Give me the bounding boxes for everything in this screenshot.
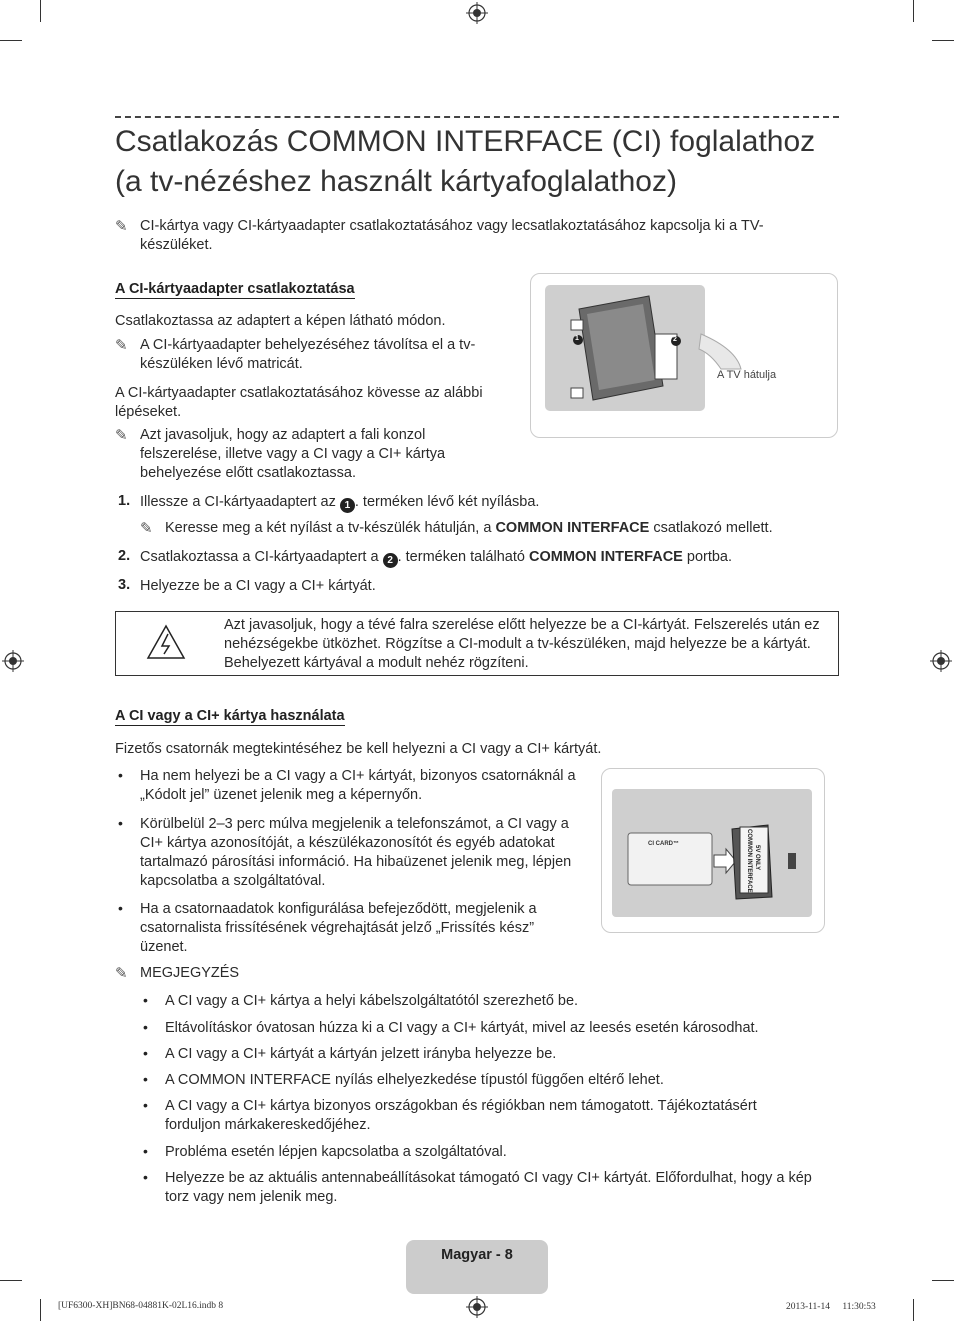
title-line-1: Csatlakozás COMMON INTERFACE (CI) foglalathoz bbox=[115, 125, 816, 158]
step-1-text: Illessze a CI-kártyaadaptert az bbox=[140, 494, 336, 510]
step-2-bold: COMMON INTERFACE bbox=[528, 549, 683, 565]
note-icon: ✎ bbox=[115, 218, 128, 235]
bullet-icon: • bbox=[118, 815, 123, 831]
step-2 bbox=[140, 548, 840, 568]
warning-icon bbox=[146, 624, 186, 660]
step-number: 2. bbox=[118, 548, 131, 564]
step-1-note bbox=[165, 519, 845, 538]
note-item: Helyezze be az aktuális antennabeállításokat támogató CI vagy CI+ kártyát. Előfordulhat, hogy a kép torz vagy nem jelenik meg. bbox=[165, 1170, 812, 1205]
figure-caption: A TV hátulja bbox=[717, 369, 777, 381]
circled-marker-1: 1 bbox=[340, 498, 355, 513]
step-1-note-text: csatlakozó mellett. bbox=[653, 520, 773, 536]
note-icon: ✎ bbox=[115, 427, 128, 444]
list-item: Ha nem helyezi be a CI vagy a CI+ kártyát, bizonyos csatornáknál a „Kódolt jel” üzenet jelenik meg a képernyőn. bbox=[140, 768, 576, 803]
note-item: A COMMON INTERFACE nyílás elhelyezkedése típustól függően eltérő lehet. bbox=[165, 1072, 664, 1088]
list-item: Körülbelül 2–3 perc múlva megjelenik a telefonszámot, a CI vagy a CI+ kártya azonosítóját, a készülékazonosítót és egyéb adatokat tartalmazó párosítási információ. Ha hibaüzenet jelenik meg, lépjen kapcsolatba a szolgáltatóval. bbox=[140, 816, 572, 889]
intro-note: CI-kártya vagy CI-kártyaadapter csatlakoztatásához vagy lecsatlakoztatásához kapcsolja ki a TV-készüléket. bbox=[140, 218, 764, 253]
step-3: Helyezze be a CI vagy a CI+ kártyát. bbox=[140, 578, 376, 594]
bullet-icon: • bbox=[143, 1169, 148, 1185]
note-icon: ✎ bbox=[140, 520, 153, 537]
title-dashed-rule bbox=[115, 116, 839, 118]
registration-mark-icon bbox=[466, 2, 488, 24]
bullet-icon: • bbox=[143, 1097, 148, 1113]
bullet-icon: • bbox=[118, 767, 123, 783]
warning-text: Azt javasoljuk, hogy a tévé falra szerelése előtt helyezze be a CI-kártyát. Felszerelés után ez nehézségekbe ütközhet. Rögzítse a CI-modult a tv-készüléken, majd helyezze be a kártyát. Behelyezett kártyával a modult nehéz rögzíteni. bbox=[224, 617, 820, 671]
ci-card-figure bbox=[601, 768, 825, 933]
page-number-badge bbox=[406, 1240, 548, 1294]
step-2-text: portba. bbox=[686, 549, 733, 565]
registration-mark-icon bbox=[930, 650, 952, 672]
bullet-icon: • bbox=[143, 1045, 148, 1061]
tv-back-adapter-illustration bbox=[531, 274, 837, 437]
list-item: Ha a csatornaadatok konfigurálása befejeződött, megjelenik a csatornalista frissítésének végrehajtását jelző „Frissítés kész” üzenet. bbox=[140, 901, 537, 955]
marker-2: 2 bbox=[673, 336, 677, 343]
crop-mark bbox=[40, 1299, 41, 1321]
section1-paragraph: Csatlakoztassa az adaptert a képen látható módon. bbox=[115, 313, 446, 329]
crop-mark bbox=[0, 1280, 22, 1281]
step-2-text: . terméken található bbox=[397, 549, 525, 565]
marker-1: 1 bbox=[575, 335, 579, 342]
crop-mark bbox=[913, 0, 914, 22]
note-item: Eltávolításkor óvatosan húzza ki a CI vagy a CI+ kártyát, mivel az leesés esetén károsodhat. bbox=[165, 1020, 759, 1036]
notes-title: MEGJEGYZÉS bbox=[140, 965, 240, 981]
note-item: A CI vagy a CI+ kártya a helyi kábelszolgáltatótól szerezhető be. bbox=[165, 993, 579, 1009]
note-item: Probléma esetén lépjen kapcsolatba a szolgáltatóval. bbox=[165, 1144, 507, 1160]
warning-box bbox=[115, 611, 839, 676]
step-number: 3. bbox=[118, 577, 131, 593]
title-line-2: (a tv-nézéshez használt kártyafoglalathoz) bbox=[115, 165, 677, 198]
crop-mark bbox=[40, 0, 41, 22]
page-title bbox=[115, 122, 845, 202]
page-number: Magyar - 8 bbox=[441, 1247, 513, 1263]
section1-note: Azt javasoljuk, hogy az adaptert a fali konzol felszerelése, illetve vagy a CI vagy a CI+ kártya behelyezése előtt csatlakoztassa. bbox=[140, 427, 446, 481]
ci-card-illustration bbox=[602, 769, 824, 932]
step-1-note-text: Keresse meg a két nyílást a tv-készülék hátulján, a bbox=[165, 520, 492, 536]
step-2-text: Csatlakoztassa a CI-kártyaadaptert a bbox=[140, 549, 379, 565]
bullet-icon: • bbox=[143, 1071, 148, 1087]
bullet-icon: • bbox=[118, 900, 123, 916]
note-item: A CI vagy a CI+ kártyát a kártyán jelzett irányba helyezze be. bbox=[165, 1046, 557, 1062]
crop-mark bbox=[932, 1280, 954, 1281]
crop-mark bbox=[932, 40, 954, 41]
registration-mark-icon bbox=[2, 650, 24, 672]
slot-label: COMMON INTERFACE bbox=[746, 829, 752, 893]
bullet-icon: • bbox=[143, 992, 148, 1008]
bullet-icon: • bbox=[143, 1019, 148, 1035]
step-1-note-bold: COMMON INTERFACE bbox=[495, 520, 650, 536]
step-1 bbox=[140, 493, 830, 513]
footer-file-info: [UF6300-XH]BN68-04881K-02L16.indb 8 bbox=[58, 1301, 224, 1311]
ci-card-label: CI CARD™ bbox=[648, 841, 679, 847]
crop-mark bbox=[0, 40, 22, 41]
note-icon: ✎ bbox=[115, 965, 128, 982]
section-heading-card-usage: A CI vagy a CI+ kártya használata bbox=[115, 708, 345, 724]
note-icon: ✎ bbox=[115, 337, 128, 354]
circled-marker-2: 2 bbox=[383, 553, 398, 568]
step-number: 1. bbox=[118, 493, 131, 509]
section2-intro: Fizetős csatornák megtekintéséhez be kell helyezni a CI vagy a CI+ kártyát. bbox=[115, 741, 602, 757]
note-item: A CI vagy a CI+ kártya bizonyos országokban és régiókban nem támogatott. Tájékoztatásért forduljon márkakereskedőjéhez. bbox=[165, 1098, 757, 1133]
footer-timestamp: 2013-11-14  11:30:53 bbox=[786, 1302, 876, 1312]
step-1-text: . terméken lévő két nyílásba. bbox=[354, 494, 540, 510]
bullet-icon: • bbox=[143, 1143, 148, 1159]
crop-mark bbox=[913, 1299, 914, 1321]
slot-voltage-label: 5V ONLY bbox=[754, 845, 760, 871]
section-heading-adapter: A CI-kártyaadapter csatlakoztatása bbox=[115, 281, 355, 297]
registration-mark-icon bbox=[466, 1296, 488, 1318]
section1-paragraph: A CI-kártyaadapter csatlakoztatásához kövesse az alábbi lépéseket. bbox=[115, 385, 483, 420]
section1-note: A CI-kártyaadapter behelyezéséhez távolítsa el a tv-készüléken lévő matricát. bbox=[140, 337, 476, 372]
adapter-figure bbox=[530, 273, 838, 438]
